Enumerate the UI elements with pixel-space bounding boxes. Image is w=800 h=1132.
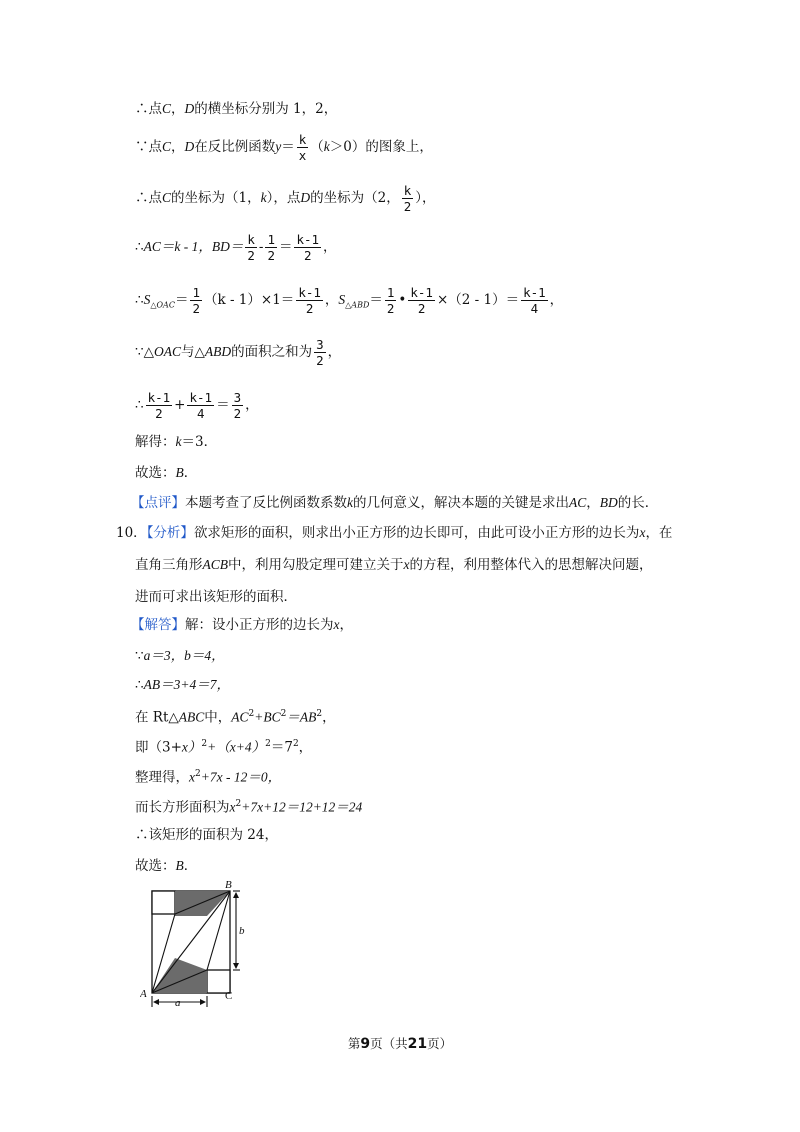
text: ）， <box>415 190 436 206</box>
quadratic: +7x - 12＝0， <box>200 769 282 785</box>
fraction-k-minus-1-over-4 <box>521 285 548 316</box>
numerator: 3 <box>316 337 324 352</box>
page-number: 9 <box>360 1036 371 1052</box>
subscript-oac: △OAC <box>150 300 175 310</box>
label-c-vertex: C <box>225 990 233 1002</box>
answer-line-8 <box>135 826 278 844</box>
fraction-one-half <box>190 285 202 316</box>
numerator: k <box>247 232 255 247</box>
segment-ac: AC <box>569 495 587 510</box>
rectangle-figure <box>140 876 250 1010</box>
text: 本题考查了反比例函数系数 <box>185 495 347 511</box>
answer-choice: B <box>175 858 184 873</box>
fraction-k-over-2 <box>402 183 414 214</box>
analysis-tag: 【分析】 <box>146 525 194 541</box>
var-k: k <box>260 190 267 205</box>
text: 中，利用勾股定理可建立关于 <box>228 557 404 573</box>
text: ＞0）的图象上， <box>329 139 433 155</box>
fraction-k-minus-1-over-2 <box>408 285 435 316</box>
equation: ＝7 <box>270 739 293 756</box>
text: ），点 <box>266 190 301 206</box>
text: ∵△ <box>135 344 154 360</box>
var-c: C <box>162 101 172 116</box>
line-1: ∴点C，D的横坐标分别为 1，2， <box>135 101 338 117</box>
numerator: k-1 <box>147 390 171 405</box>
text: 与△ <box>180 344 205 360</box>
triangle-abd: ABD <box>204 344 232 359</box>
text: ∴点 <box>135 190 162 206</box>
numerator: 1 <box>192 285 200 300</box>
text: 整理得， <box>135 769 189 786</box>
text: 的坐标为（1， <box>171 190 261 206</box>
text: ． <box>183 465 198 481</box>
label-a-vertex: A <box>140 988 147 1000</box>
area-expression: +7x+12＝12+12＝24 <box>241 799 363 815</box>
denominator: 2 <box>192 301 200 316</box>
text: ∴ <box>135 292 144 308</box>
answer-line-7: 而长方形面积为$x^2+7x+12=12+12=24$ <box>135 799 363 816</box>
text: ∵点 <box>135 139 162 155</box>
text: ， <box>339 617 353 633</box>
numerator: k-1 <box>523 285 546 300</box>
equation: +（x+4） <box>207 739 266 755</box>
text: ，在 <box>645 525 673 541</box>
arrow-head <box>153 999 159 1005</box>
numerator: k-1 <box>298 285 321 300</box>
question-number: 10． <box>116 525 147 541</box>
text: 的面积之和为 <box>231 344 313 360</box>
var-x: x <box>639 525 646 540</box>
area-expression: x <box>229 799 236 815</box>
text: ． <box>183 858 198 874</box>
text: 故选： <box>135 858 176 874</box>
var-y: y <box>275 139 282 154</box>
bd-equation: BD＝ <box>211 239 244 254</box>
var-d: D <box>184 101 195 116</box>
fraction-k-minus-1-over-2 <box>296 285 323 316</box>
denominator: 4 <box>530 301 539 316</box>
numerator: k <box>298 132 307 147</box>
var-c: C <box>162 139 172 154</box>
line-9 <box>135 464 197 482</box>
var-k: k <box>347 495 353 510</box>
ab-equation: AB＝3+4＝7， <box>143 677 230 692</box>
fraction-one-half <box>265 232 277 263</box>
line-3 <box>135 183 435 214</box>
arrow-head <box>233 892 239 898</box>
fraction-k-minus-1-over-2 <box>294 232 321 263</box>
text: 直角三角形 <box>135 557 203 573</box>
var-s: S <box>338 292 346 307</box>
total-pages: 21 <box>407 1036 428 1052</box>
pythagoras: +BC <box>254 709 281 725</box>
line-2: ∵点C，D在反比例函数y＝ $\frac{k}{x}$ （k＞0）的图象上， <box>135 132 433 163</box>
text: ＝3． <box>181 434 218 450</box>
segment-bd: BD <box>599 495 618 510</box>
answer-choice: B <box>175 465 184 480</box>
numerator: k-1 <box>410 285 433 300</box>
text: 解：设小正方形的边长为 <box>185 617 334 633</box>
text: ∴该矩形的面积为 24， <box>135 827 278 843</box>
denominator: 2 <box>316 353 324 368</box>
text: ∵ <box>135 648 144 664</box>
text: ∴ <box>135 239 144 255</box>
var-s: S <box>143 292 151 307</box>
analysis-line-1 <box>116 524 672 542</box>
page-footer <box>0 1034 800 1052</box>
line-7: ∴ $\frac{k-1}{2}$ + $\frac{k-1}{4}$ ＝ $\frac{3}{2}$ ， <box>135 390 259 421</box>
var-k: k <box>175 434 182 449</box>
numerator: k-1 <box>296 232 320 247</box>
denominator: 2 <box>417 301 426 316</box>
triangle-oac: OAC <box>153 344 181 359</box>
answer-line-4: 在 Rt△ABC中，$AC^2+BC^2=AB^2$， <box>135 709 336 726</box>
denominator: 2 <box>303 248 312 263</box>
denominator: 2 <box>305 301 314 316</box>
answer-line-2 <box>135 647 225 665</box>
denominator: 2 <box>403 199 412 214</box>
subscript-abd: △ABD <box>345 300 370 310</box>
text: ∴ <box>135 677 144 693</box>
denominator: 2 <box>233 406 242 421</box>
var-d: D <box>300 190 311 205</box>
answer-line-1 <box>131 616 353 634</box>
text: 的长． <box>617 495 659 511</box>
answer-tag: 【解答】 <box>131 617 185 633</box>
fraction-k-minus-1-over-2 <box>146 390 173 421</box>
equation: x） <box>181 739 202 755</box>
fraction-k-minus-1-over-4 <box>187 390 214 421</box>
answer-line-6: 整理得，$x^2+7x - 12=0$， <box>135 769 282 786</box>
footer-text: 页（共 <box>370 1036 408 1051</box>
fraction-3-over-2 <box>232 390 244 421</box>
comment-line: 【点评】本题考查了反比例函数系数k的几何意义，解决本题的关键是求出AC，BD的长． <box>131 495 659 511</box>
var-d: D <box>184 139 195 154</box>
line-6: ∵△OAC与△ABD的面积之和为 $\frac{3}{2}$ ， <box>135 337 342 368</box>
var-k: k <box>323 139 330 154</box>
line-8 <box>135 433 217 451</box>
text: 中， <box>204 709 232 726</box>
fraction-3-over-2 <box>314 337 326 368</box>
denominator: 2 <box>386 301 395 316</box>
text: （k - 1）×1＝ <box>203 292 295 308</box>
fraction-k-over-x <box>297 132 309 163</box>
var-x: x <box>333 617 340 632</box>
triangle-abc: ABC <box>178 709 205 725</box>
text: ∴ <box>135 397 144 413</box>
numerator: k <box>403 183 412 198</box>
line-5: $\therefore S_{\triangle OAC}=$ $\frac{1}{2}$ （k - 1）×1＝ $\frac{k-1}{2}$ ，$S_{\triangle ABD}=$ $\frac{1}{2}$ • $\frac{k-1}{2}$ ×（2 - 1）＝ $\frac{k-1}{4}$ ， <box>135 285 564 316</box>
denominator: x <box>298 148 307 163</box>
fraction-k-over-2 <box>245 232 257 263</box>
text: 故选： <box>135 465 176 481</box>
given-values: a＝3，b＝4， <box>143 648 225 663</box>
text: 而长方形面积为 <box>135 799 230 816</box>
denominator: 2 <box>247 248 255 263</box>
numerator: 1 <box>267 232 275 247</box>
ac-equation: AC＝k - 1， <box>143 239 212 254</box>
text: ∴点 <box>135 101 162 117</box>
footer-text: 第 <box>347 1036 361 1051</box>
text: 欲求矩形的面积，则求出小正方形的边长即可，由此可设小正方形的边长为 <box>193 525 640 541</box>
answer-line-9 <box>135 857 197 875</box>
text: 的几何意义，解决本题的关键是求出 <box>353 495 569 511</box>
label-b-side: b <box>239 925 245 937</box>
triangle-acb: ACB <box>202 557 228 572</box>
text: ×（2 - 1）＝ <box>436 292 520 308</box>
text: 在反比例函数 <box>194 139 276 155</box>
label-a-side: a <box>175 997 181 1009</box>
label-b-vertex: B <box>225 879 232 891</box>
numerator: 1 <box>386 285 395 300</box>
denominator: 4 <box>197 406 205 421</box>
text: 的横坐标分别为 1，2， <box>194 101 338 117</box>
analysis-line-3 <box>135 588 297 606</box>
var-x: x <box>403 557 410 572</box>
numerator: k-1 <box>189 390 213 405</box>
text: 的坐标为（2， <box>310 190 400 206</box>
pythagoras: ＝AB <box>286 709 317 725</box>
text: 即（3+ <box>135 739 182 756</box>
footer-text: 页） <box>427 1036 453 1051</box>
pythagoras: AC <box>231 709 249 725</box>
text: （ <box>310 139 324 155</box>
analysis-line-2 <box>135 556 653 574</box>
var-c: C <box>162 190 172 205</box>
answer-line-5: 即$(3+x)^2+(x+4)^2=7^2$， <box>135 739 313 756</box>
fraction-one-half <box>385 285 397 316</box>
text: 的方程，利用整体代入的思想解决问题， <box>409 557 653 573</box>
answer-line-3 <box>135 676 230 694</box>
text: 在 Rt△ <box>135 709 179 726</box>
comment-tag: 【点评】 <box>131 495 185 511</box>
text: 进而可求出该矩形的面积． <box>135 589 297 605</box>
text: 解得： <box>135 434 176 450</box>
line-4: ∴AC＝k - 1，BD＝ $\frac{k}{2}$ - $\frac{1}{2}$ ＝ $\frac{k-1}{2}$ ， <box>135 232 337 263</box>
arrow-head <box>233 963 239 969</box>
arrow-head <box>200 999 206 1005</box>
denominator: 2 <box>155 406 163 421</box>
numerator: 3 <box>233 390 242 405</box>
denominator: 2 <box>267 248 275 263</box>
quadratic: x <box>189 769 195 785</box>
small-square-top <box>152 891 175 914</box>
